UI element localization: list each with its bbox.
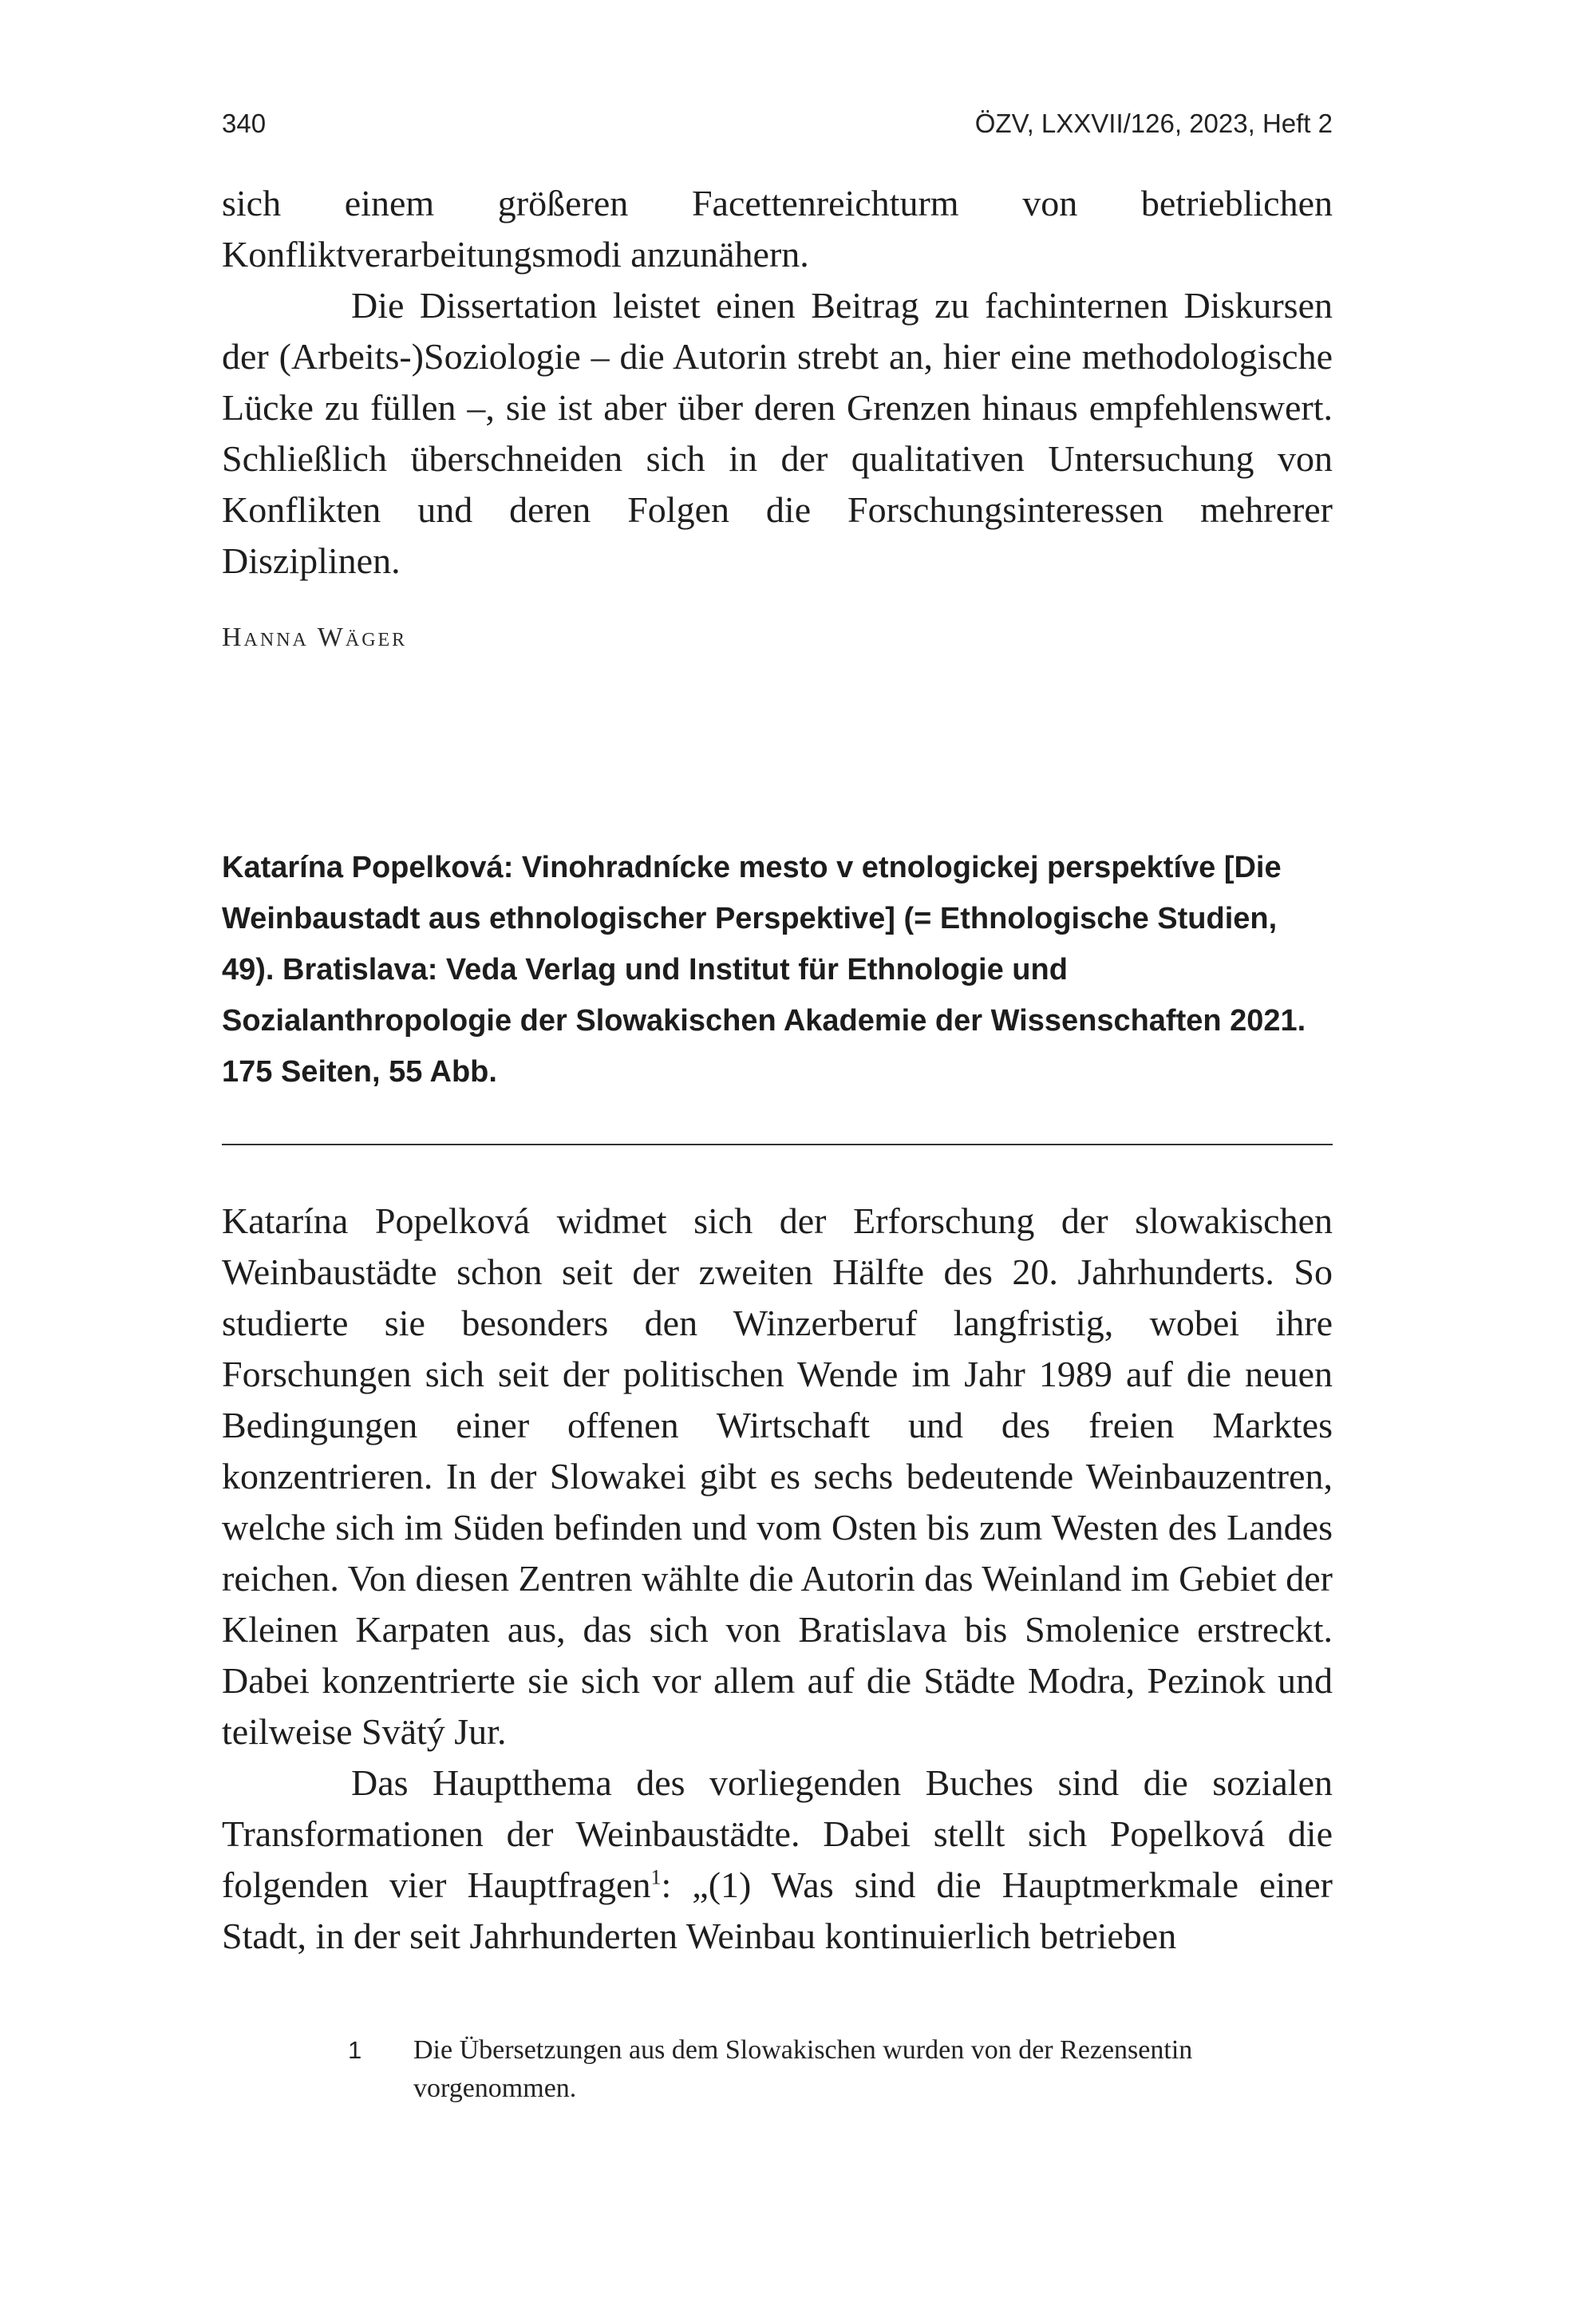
- paragraph: [222, 1757, 1333, 1962]
- page-number: 340: [222, 109, 267, 138]
- book-citation-heading: Katarína Popelková: Vinohradnícke mesto v etnologickej perspektíve [Die Weinbaustadt aus ethnologischer Perspektive] (= Ethnologische Studien, 49). Bratislava: Veda Verlag und Institut für Ethnologie und Sozialanthropologie der Slowakischen Akademie der Wissenschaften 2021. 175 Seiten, 55 Abb.: [222, 851, 1306, 1089]
- previous-review-ending: [222, 178, 1333, 587]
- book-review-body: [222, 1196, 1333, 1962]
- paragraph: Katarína Popelková widmet sich der Erforschung der slowakischen Weinbaustädte schon seit der zweiten Hälfte des 20. Jahrhunderts. So studierte sie besonders den Winzerberuf langfristig, wobei ihre Forschungen sich seit der politischen Wende im Jahr 1989 auf die neuen Bedingungen einer offenen Wirtschaft und des freien Marktes konzentrieren. In der Slowakei gibt es sechs bedeutende Weinbauzentren, welche sich im Süden befinden und vom Osten bis zum Westen des Landes reichen. Von diesen Zentren wählte die Autorin das Weinland im Gebiet der Kleinen Karpaten aus, das sich von Bratislava bis Smolenice erstreckt. Dabei konzentrierte sie sich vor allem auf die Städte Modra, Pezinok und teilweise Svätý Jur.: [222, 1200, 1333, 1752]
- footnote-reference[interactable]: 1: [650, 1865, 662, 1889]
- footnote-text: Die Übersetzungen aus dem Slowakischen wurden von der Rezensentin vorgenommen.: [413, 2035, 1193, 2103]
- footnote: [222, 2031, 1333, 2108]
- review-author-signature: Hanna Wäger: [222, 623, 408, 652]
- paragraph-text: Das Hauptthema des vorliegenden Buches sind die sozialen Transformationen der Weinbaustädte. Dabei stellt sich Popelková die folgenden vier Hauptfragen: [222, 1762, 1333, 1905]
- paragraph: sich einem größeren Facettenreichturm von betrieblichen Konfliktverarbeitungsmodi anzunähern.: [222, 183, 1333, 275]
- journal-reference: ÖZV, LXXVII/126, 2023, Heft 2: [974, 109, 1333, 138]
- section-divider: [222, 1144, 1333, 1145]
- paragraph-text: : „(1) Was sind die Hauptmerkmale einer Stadt, in der seit Jahrhunderten Weinbau kontinuierlich betrieben: [222, 1864, 1333, 1956]
- footnote-number: 1: [348, 2036, 362, 2064]
- paragraph: Die Dissertation leistet einen Beitrag zu fachinternen Diskursen der (Arbeits-)Soziologie – die Autorin strebt an, hier eine methodologische Lücke zu füllen –, sie ist aber über deren Grenzen hinaus empfehlenswert. Schließlich überschneiden sich in der qualitativen Untersuchung von Konflikten und deren Folgen die Forschungsinteressen mehrerer Disziplinen.: [222, 285, 1333, 581]
- running-header: [222, 104, 1333, 144]
